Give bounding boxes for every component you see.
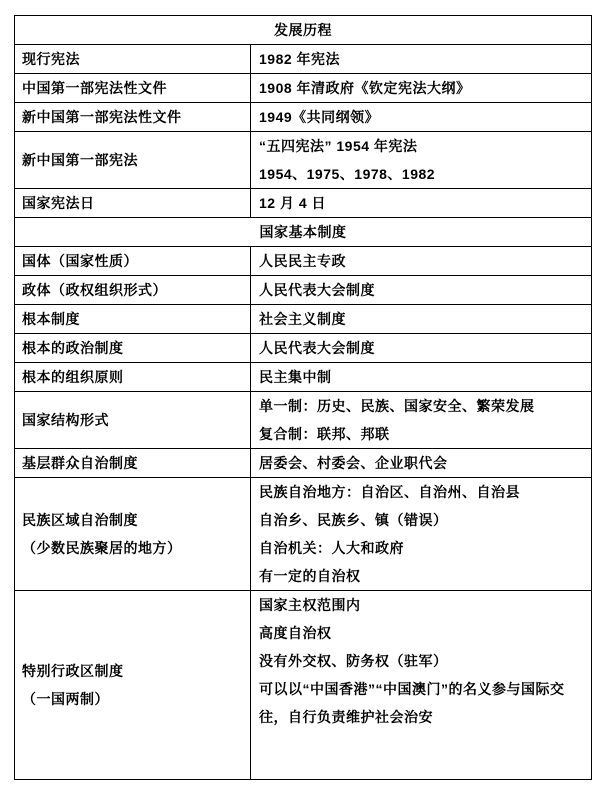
- table-row: [15, 189, 592, 218]
- label-line: 基层群众自治制度: [22, 455, 138, 471]
- value-line: 12 月 4 日: [259, 195, 327, 211]
- row-label: [15, 591, 251, 780]
- section-header-row: [15, 16, 592, 45]
- row-label: [15, 392, 251, 449]
- value-line: 1908 年清政府《钦定宪法大纲》: [259, 80, 471, 96]
- row-value: [251, 305, 592, 334]
- section-header: 发展历程: [15, 16, 592, 45]
- label-line: 国家结构形式: [22, 412, 109, 428]
- value-line: 自治乡、民族乡、镇（错误）: [259, 512, 448, 528]
- value-line: 高度自治权: [259, 625, 332, 641]
- section-header: 国家基本制度: [15, 218, 592, 247]
- row-value: [251, 449, 592, 478]
- row-label: [15, 334, 251, 363]
- row-value: [251, 276, 592, 305]
- label-line: 根本的组织原则: [22, 369, 124, 385]
- row-label: [15, 305, 251, 334]
- constitution-study-table: [14, 15, 592, 780]
- value-line: 复合制：联邦、邦联: [259, 426, 390, 442]
- table-row: [15, 247, 592, 276]
- label-line: 国家宪法日: [22, 195, 95, 211]
- label-line: （一国两制）: [22, 691, 109, 707]
- table-row: [15, 305, 592, 334]
- row-value: [251, 189, 592, 218]
- table-row: [15, 74, 592, 103]
- value-line: 有一定的自治权: [259, 568, 361, 584]
- row-label: [15, 189, 251, 218]
- label-line: 现行宪法: [22, 51, 80, 67]
- label-line: 国体（国家性质）: [22, 253, 138, 269]
- label-line: 民族区域自治制度: [22, 512, 138, 528]
- label-line: 根本的政治制度: [22, 340, 124, 356]
- table-row: [15, 132, 592, 189]
- row-value: [251, 334, 592, 363]
- value-line: 可以以“中国香港”“中国澳门”的名义参与国际交往，自行负责维护社会治安: [259, 681, 565, 725]
- row-label: [15, 449, 251, 478]
- row-label: [15, 276, 251, 305]
- row-value: [251, 363, 592, 392]
- value-line: 自治机关：人大和政府: [259, 540, 404, 556]
- row-value: [251, 478, 592, 591]
- value-line: 民族自治地方：自治区、自治州、自治县: [259, 484, 520, 500]
- label-line: （少数民族聚居的地方）: [22, 540, 182, 556]
- label-line: 特别行政区制度: [22, 663, 124, 679]
- value-line: 民主集中制: [259, 369, 332, 385]
- value-line: 社会主义制度: [259, 311, 346, 327]
- row-label: [15, 247, 251, 276]
- value-line: 人民代表大会制度: [259, 340, 375, 356]
- section-header-row: [15, 218, 592, 247]
- value-line: 1982 年宪法: [259, 51, 341, 67]
- table-row: [15, 363, 592, 392]
- value-line: 单一制：历史、民族、国家安全、繁荣发展: [259, 398, 535, 414]
- table-body: [15, 16, 592, 780]
- label-line: 根本制度: [22, 311, 80, 327]
- value-line: 人民代表大会制度: [259, 282, 375, 298]
- row-label: [15, 74, 251, 103]
- row-label: [15, 132, 251, 189]
- row-value: [251, 591, 592, 780]
- value-line: 人民民主专政: [259, 253, 346, 269]
- row-value: [251, 132, 592, 189]
- row-value: [251, 247, 592, 276]
- row-value: [251, 103, 592, 132]
- table-row: [15, 591, 592, 780]
- label-line: 新中国第一部宪法: [22, 152, 138, 168]
- row-label: [15, 363, 251, 392]
- table-row: [15, 478, 592, 591]
- value-line: 居委会、村委会、企业职代会: [259, 455, 448, 471]
- value-line: “五四宪法” 1954 年宪法: [259, 138, 418, 154]
- table-row: [15, 449, 592, 478]
- table-row: [15, 103, 592, 132]
- label-line: 新中国第一部宪法性文件: [22, 109, 182, 125]
- value-line: 1949《共同纲领》: [259, 109, 380, 125]
- row-label: [15, 478, 251, 591]
- row-label: [15, 45, 251, 74]
- value-line: 1954、1975、1978、1982: [259, 166, 436, 182]
- row-label: [15, 103, 251, 132]
- table-row: [15, 392, 592, 449]
- row-value: [251, 392, 592, 449]
- table-row: [15, 45, 592, 74]
- value-line: 没有外交权、防务权（驻军）: [259, 653, 448, 669]
- row-value: [251, 74, 592, 103]
- table-row: [15, 276, 592, 305]
- row-value: [251, 45, 592, 74]
- label-line: 中国第一部宪法性文件: [22, 80, 167, 96]
- value-line: 国家主权范围内: [259, 597, 361, 613]
- label-line: 政体（政权组织形式）: [22, 282, 167, 298]
- table-row: [15, 334, 592, 363]
